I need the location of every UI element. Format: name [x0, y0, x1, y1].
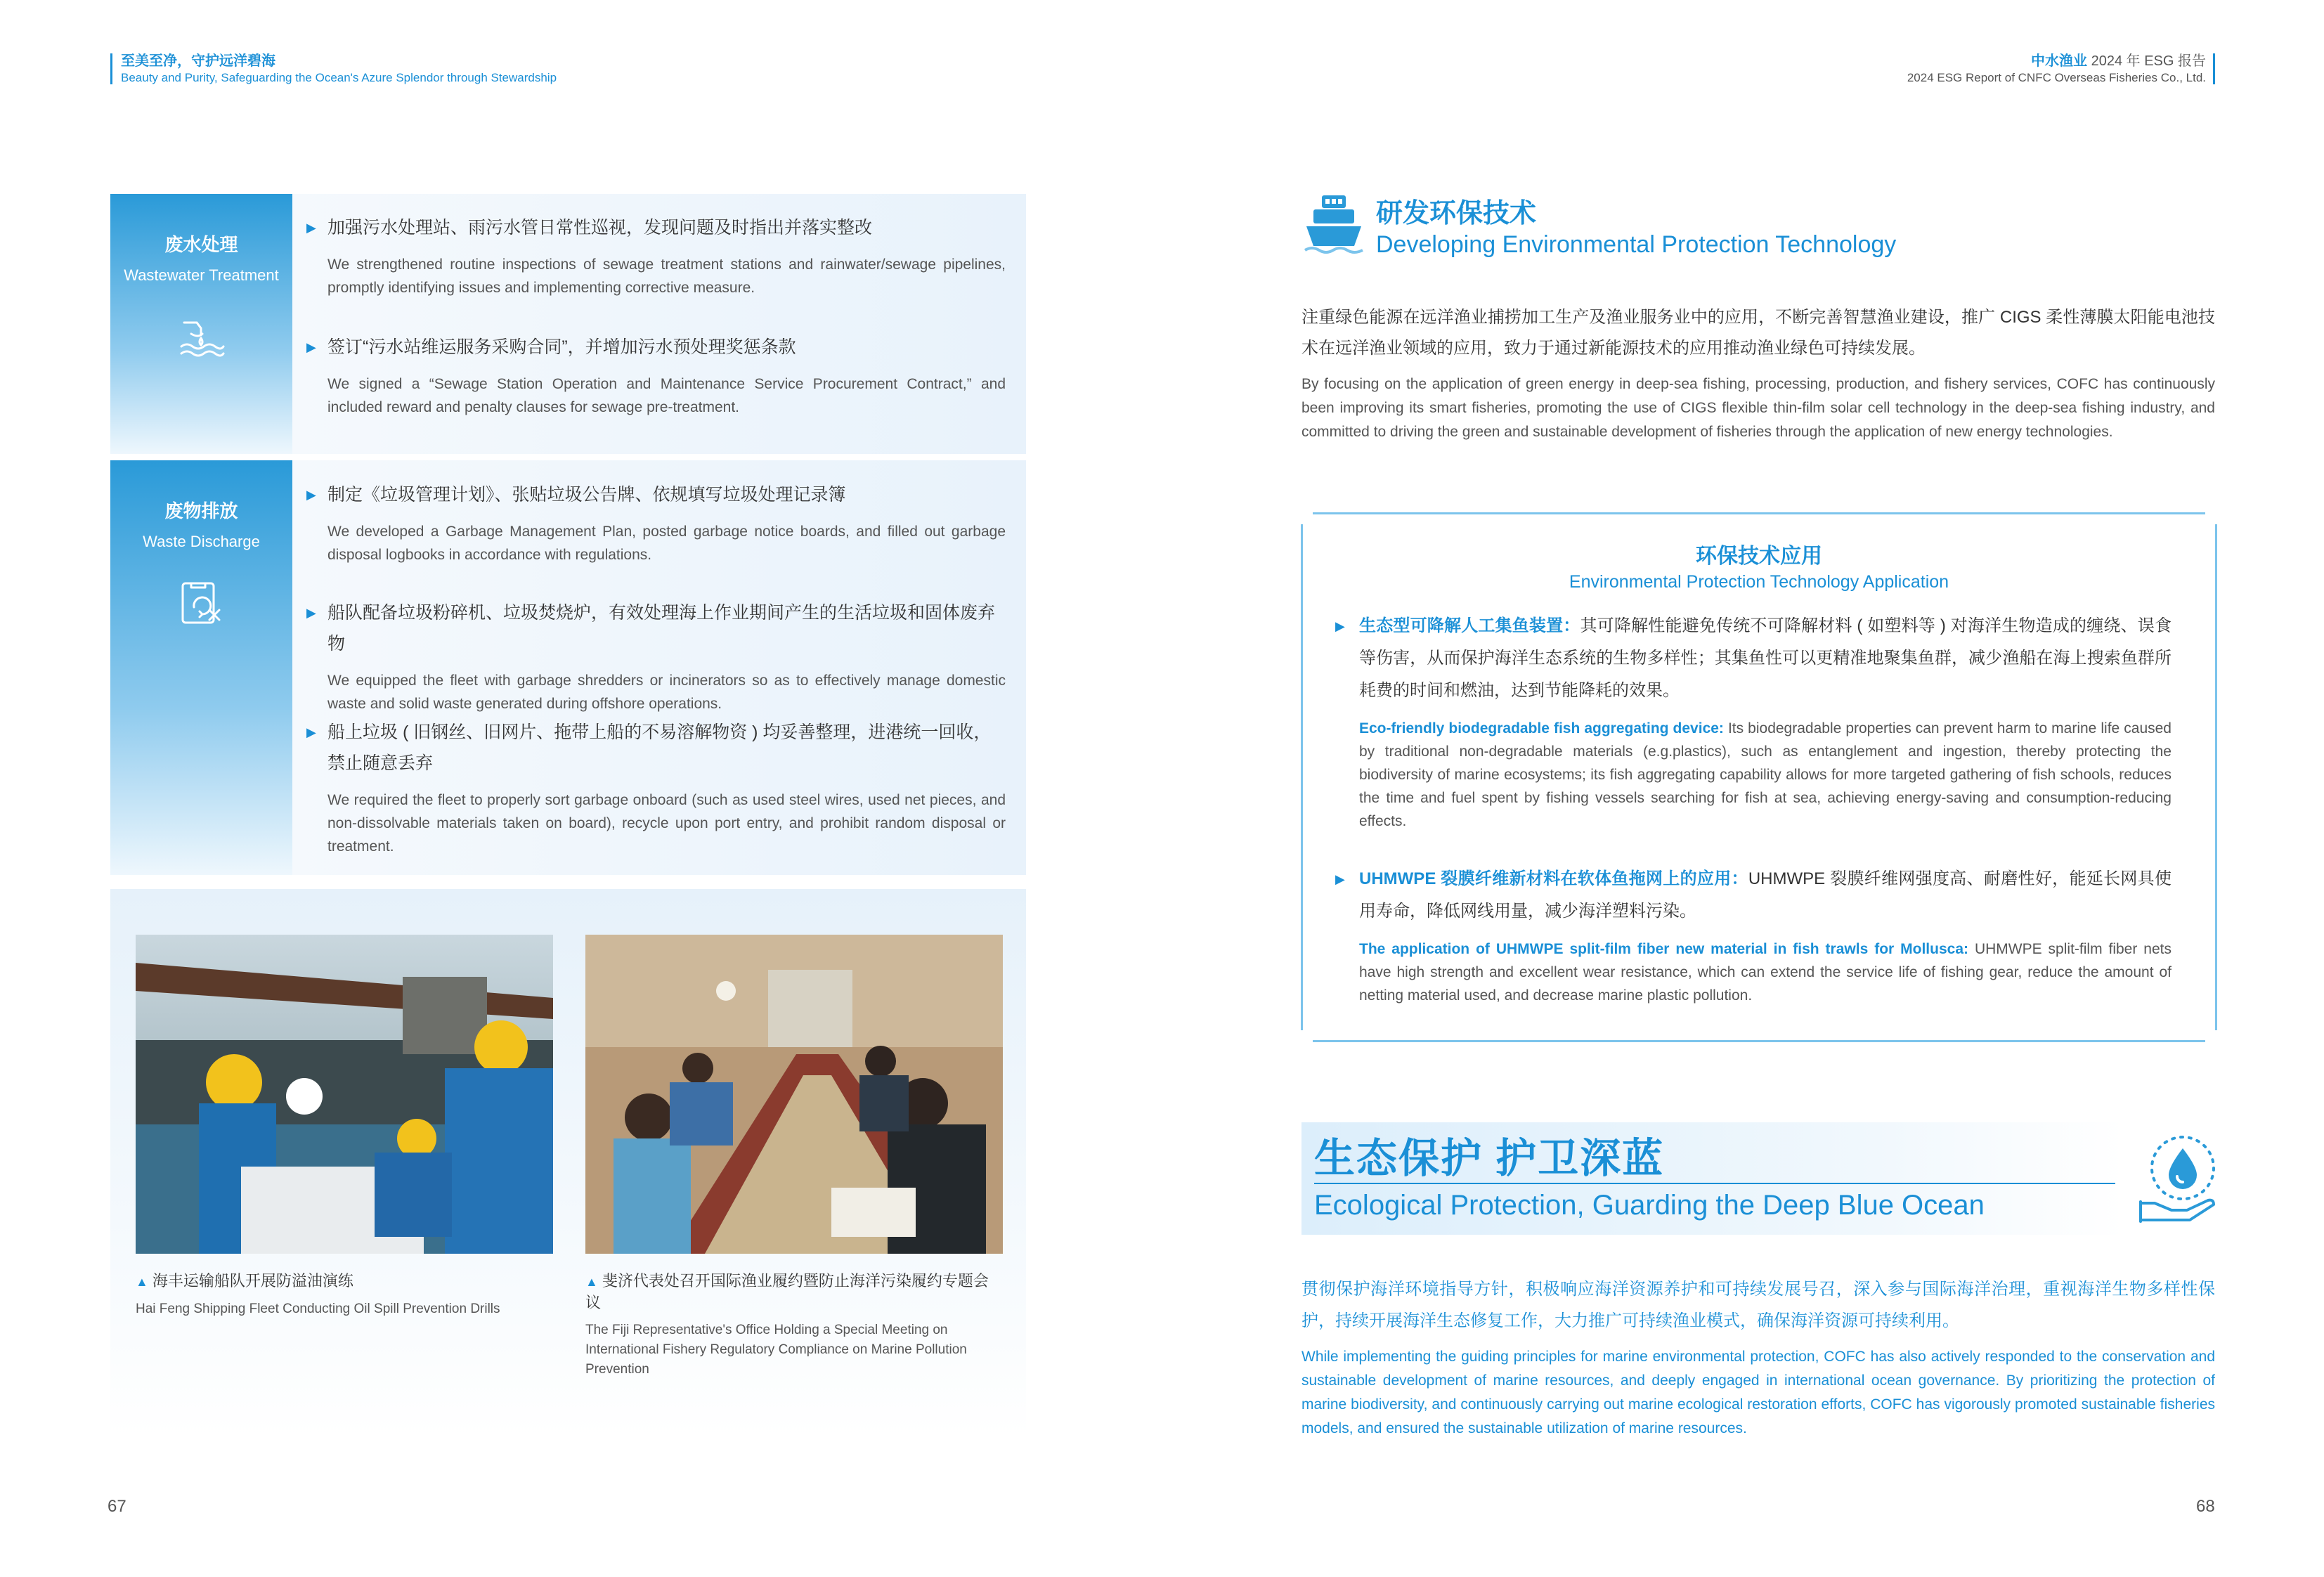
waste-category-zh: 废物排放: [164, 500, 238, 521]
section2-banner: [1301, 1122, 2124, 1235]
wastewater-category-zh: 废水处理: [164, 234, 238, 255]
tech-item-en: [1335, 717, 2172, 833]
tech-item-en-lead: Eco-friendly biodegradable fish aggregating device:: [1359, 720, 1724, 736]
section2-para-en: While implementing the guiding principles for marine environmental protection, COFC has also actively responded to the conservation and sustainable development of marine resources, and deeply engaged in international ocean governance. By prioritizing the protection of marine biodiversity, and continuously carrying out marine ecological restoration efforts, COFC has vigorously promoted sustainable fisheries models, and ensured the sustainable utilization of marine resources.: [1301, 1349, 2215, 1436]
oil-spill-drill-photo: [136, 935, 553, 1254]
tech-item-zh-lead: UHMWPE 裂膜纤维新材料在软体鱼拖网上的应用：: [1359, 869, 1748, 888]
item-en: We equipped the fleet with garbage shredders or incinerators so as to effectively manage domestic waste and solid waste generated during offshore operations.: [327, 673, 1006, 712]
tech-item-zh-lead: 生态型可降解人工集鱼装置：: [1359, 616, 1580, 635]
caption-zh-text: 斐济代表处召开国际渔业履约暨防止海洋污染履约专题会议: [585, 1272, 989, 1311]
header-left: [121, 52, 557, 86]
tech-box-header: [1303, 538, 2215, 592]
wastewater-icon: [177, 313, 226, 362]
wastewater-item-2: [306, 332, 1006, 419]
tech-item-en-lead: The application of UHMWPE split-film fiber new material in fish trawls for Mollusca:: [1359, 941, 1968, 957]
caption-triangle-icon: ▲: [585, 1275, 598, 1289]
fiji-meeting-photo: [585, 935, 1003, 1254]
tech-box-title-en: Environmental Protection Technology Application: [1569, 572, 1949, 592]
wastewater-item-1: [306, 212, 1006, 299]
item-en: We required the fleet to properly sort garbage onboard (such as used steel wires, used net pieces, and non-dissolvable materials taken on board), recycle upon port entry, and prohibit random disposal or treatment.: [327, 792, 1006, 855]
waste-recycle-icon: [177, 579, 226, 628]
waste-category-en: Waste Discharge: [143, 533, 260, 550]
header-left-zh: 至美至净，守护远洋碧海: [121, 53, 275, 69]
header-left-bar: [110, 53, 112, 84]
caption-en: Hai Feng Shipping Fleet Conducting Oil Spill Prevention Drills: [136, 1302, 500, 1316]
waste-category: [110, 460, 292, 875]
caption-triangle-icon: ▲: [136, 1275, 148, 1289]
header-right-report: 2024 年 ESG 报告: [2087, 53, 2206, 69]
tech-box-corner-tl: [1296, 507, 1313, 524]
ship-icon: [1304, 191, 1364, 256]
item-en: We strengthened routine inspections of sewage treatment stations and rainwater/sewage pipelines, promptly identifying issues and implementing corrective measure.: [327, 257, 1006, 296]
photo-caption-1: [136, 1271, 553, 1319]
header-right: [1907, 52, 2206, 86]
header-left-en: Beauty and Purity, Safeguarding the Ocean's Azure Splendor through Stewardship: [121, 71, 557, 84]
tech-item-en-text: Its biodegradable properties can prevent harm to marine life caused by traditional non-degradable materials (e.g.plastics), such as entanglement and ingestion, thereby protecting the biodiversity of marine ecosystems; its fish aggregating capability allows for more targeted gathering of fish schools, reduces the time and fuel spent by fishing vessels searching for fish at sea, achieving energy-saving and consumption-reducing effects.: [1359, 720, 2172, 829]
item-en: We developed a Garbage Management Plan, posted garbage notice boards, and filled out garbage disposal logbooks in accordance with regulations.: [327, 524, 1006, 563]
tech-box-corner-bl: [1296, 1030, 1313, 1047]
caption-zh-text: 海丰运输船队开展防溢油演练: [152, 1272, 353, 1290]
section1-title: [1376, 191, 1896, 259]
header-right-bar: [2213, 53, 2215, 84]
item-zh: ▶ 船上垃圾 ( 旧钢丝、旧网片、拖带上船的不易溶解物资 ) 均妥善整理，进港统一回收，禁止随意丢弃: [306, 717, 1006, 779]
header-right-en: 2024 ESG Report of CNFC Overseas Fisheries Co., Ltd.: [1907, 71, 2206, 84]
section2-title-zh: 生态保护 护卫深蓝: [1314, 1136, 1665, 1181]
item-zh: ▶ 加强污水处理站、雨污水管日常性巡视，发现问题及时指出并落实整改: [306, 212, 1006, 243]
caption-zh: [136, 1271, 553, 1292]
tech-item-zh: [1335, 863, 2172, 928]
page-number-right: 68: [2196, 1497, 2215, 1516]
section1-title-zh: 研发环保技术: [1376, 199, 1537, 228]
page-number-left: 67: [108, 1497, 126, 1516]
section2-title-en: Ecological Protection, Guarding the Deep Blue Ocean: [1314, 1190, 1985, 1221]
tech-item-zh: [1335, 610, 2172, 707]
section1-para-en: By focusing on the application of green energy in deep-sea fishing, processing, production, and fishery services, COFC has continuously been improving its smart fisheries, promoting the use of CIGS flexible thin-film solar cell technology in the deep-sea fishing industry, and committed to driving the green and sustainable development of fisheries through the application of new energy technologies.: [1301, 376, 2215, 440]
tech-box-corner-br: [2205, 1030, 2222, 1047]
section2-divider: [1314, 1183, 2115, 1184]
waste-item-1: [306, 479, 1006, 566]
tech-item-en: [1335, 937, 2172, 1007]
section1-title-en: Developing Environmental Protection Technology: [1376, 231, 1897, 258]
tech-item-en-text: UHMWPE split-film fiber nets have high strength and excellent wear resistance, which can extend the service life of fishing gear, reduce the amount of netting material used, and decrease marine plastic pollution.: [1359, 941, 2172, 1004]
photo-caption-2: [585, 1271, 1003, 1380]
tech-item-zh-text: 其可降解性能避免传统不可降解材料 ( 如塑料等 ) 对海洋生物造成的缠绕、误食等伤害，从而保护海洋生态系统的生物多样性；其集鱼性可以更精准地聚集鱼群，减少渔船在海上搜索鱼群所耗费的时间和燃油，达到节能降耗的效果。: [1359, 616, 2172, 700]
tech-item-2: [1335, 863, 2172, 1007]
header-right-brand: 中水渔业: [2031, 53, 2088, 69]
waste-item-2: [306, 597, 1006, 715]
water-drop-hand-icon: [2136, 1134, 2221, 1226]
item-en: We signed a “Sewage Station Operation and Maintenance Service Procurement Contract,” and included reward and penalty clauses for sewage pre-treatment.: [327, 376, 1006, 415]
tech-box-title-zh: 环保技术应用: [1696, 545, 1822, 568]
wastewater-category-en: Wastewater Treatment: [124, 266, 279, 284]
tech-item-1: [1335, 610, 2172, 833]
section2-para-zh: 贯彻保护海洋环境指导方针，积极响应海洋资源养护和可持续发展号召，深入参与国际海洋治理，重视海洋生物多样性保护，持续开展海洋生态修复工作，大力推广可持续渔业模式，确保海洋资源可持续利用。: [1301, 1280, 2215, 1330]
wastewater-category: [110, 194, 292, 454]
waste-item-3: [306, 717, 1006, 858]
item-zh: ▶ 制定《垃圾管理计划》、张贴垃圾公告牌、依规填写垃圾处理记录簿: [306, 479, 1006, 510]
item-zh: ▶ 船队配备垃圾粉碎机、垃圾焚烧炉，有效处理海上作业期间产生的生活垃圾和固体废弃物: [306, 597, 1006, 659]
section1-para-zh: 注重绿色能源在远洋渔业捕捞加工生产及渔业服务业中的应用，不断完善智慧渔业建设，推广 CIGS 柔性薄膜太阳能电池技术在远洋渔业领域的应用，致力于通过新能源技术的应用推动渔业绿色可持续发展。: [1301, 308, 2215, 358]
caption-zh: [585, 1271, 1003, 1313]
item-zh: ▶ 签订“污水站维运服务采购合同”，并增加污水预处理奖惩条款: [306, 332, 1006, 363]
tech-box: [1301, 512, 2217, 1042]
tech-item-zh-text: UHMWPE 裂膜纤维网强度高、耐磨性好，能延长网具使用寿命，降低网线用量，减少海洋塑料污染。: [1359, 869, 2172, 921]
tech-box-corner-tr: [2205, 507, 2222, 524]
section2-body: [1301, 1273, 2215, 1441]
header-right-zh: [1907, 52, 2206, 70]
caption-en: The Fiji Representative's Office Holding a Special Meeting on International Fishery Regulatory Compliance on Marine Pollution Prevention: [585, 1323, 967, 1377]
section1-body: [1301, 302, 2215, 444]
